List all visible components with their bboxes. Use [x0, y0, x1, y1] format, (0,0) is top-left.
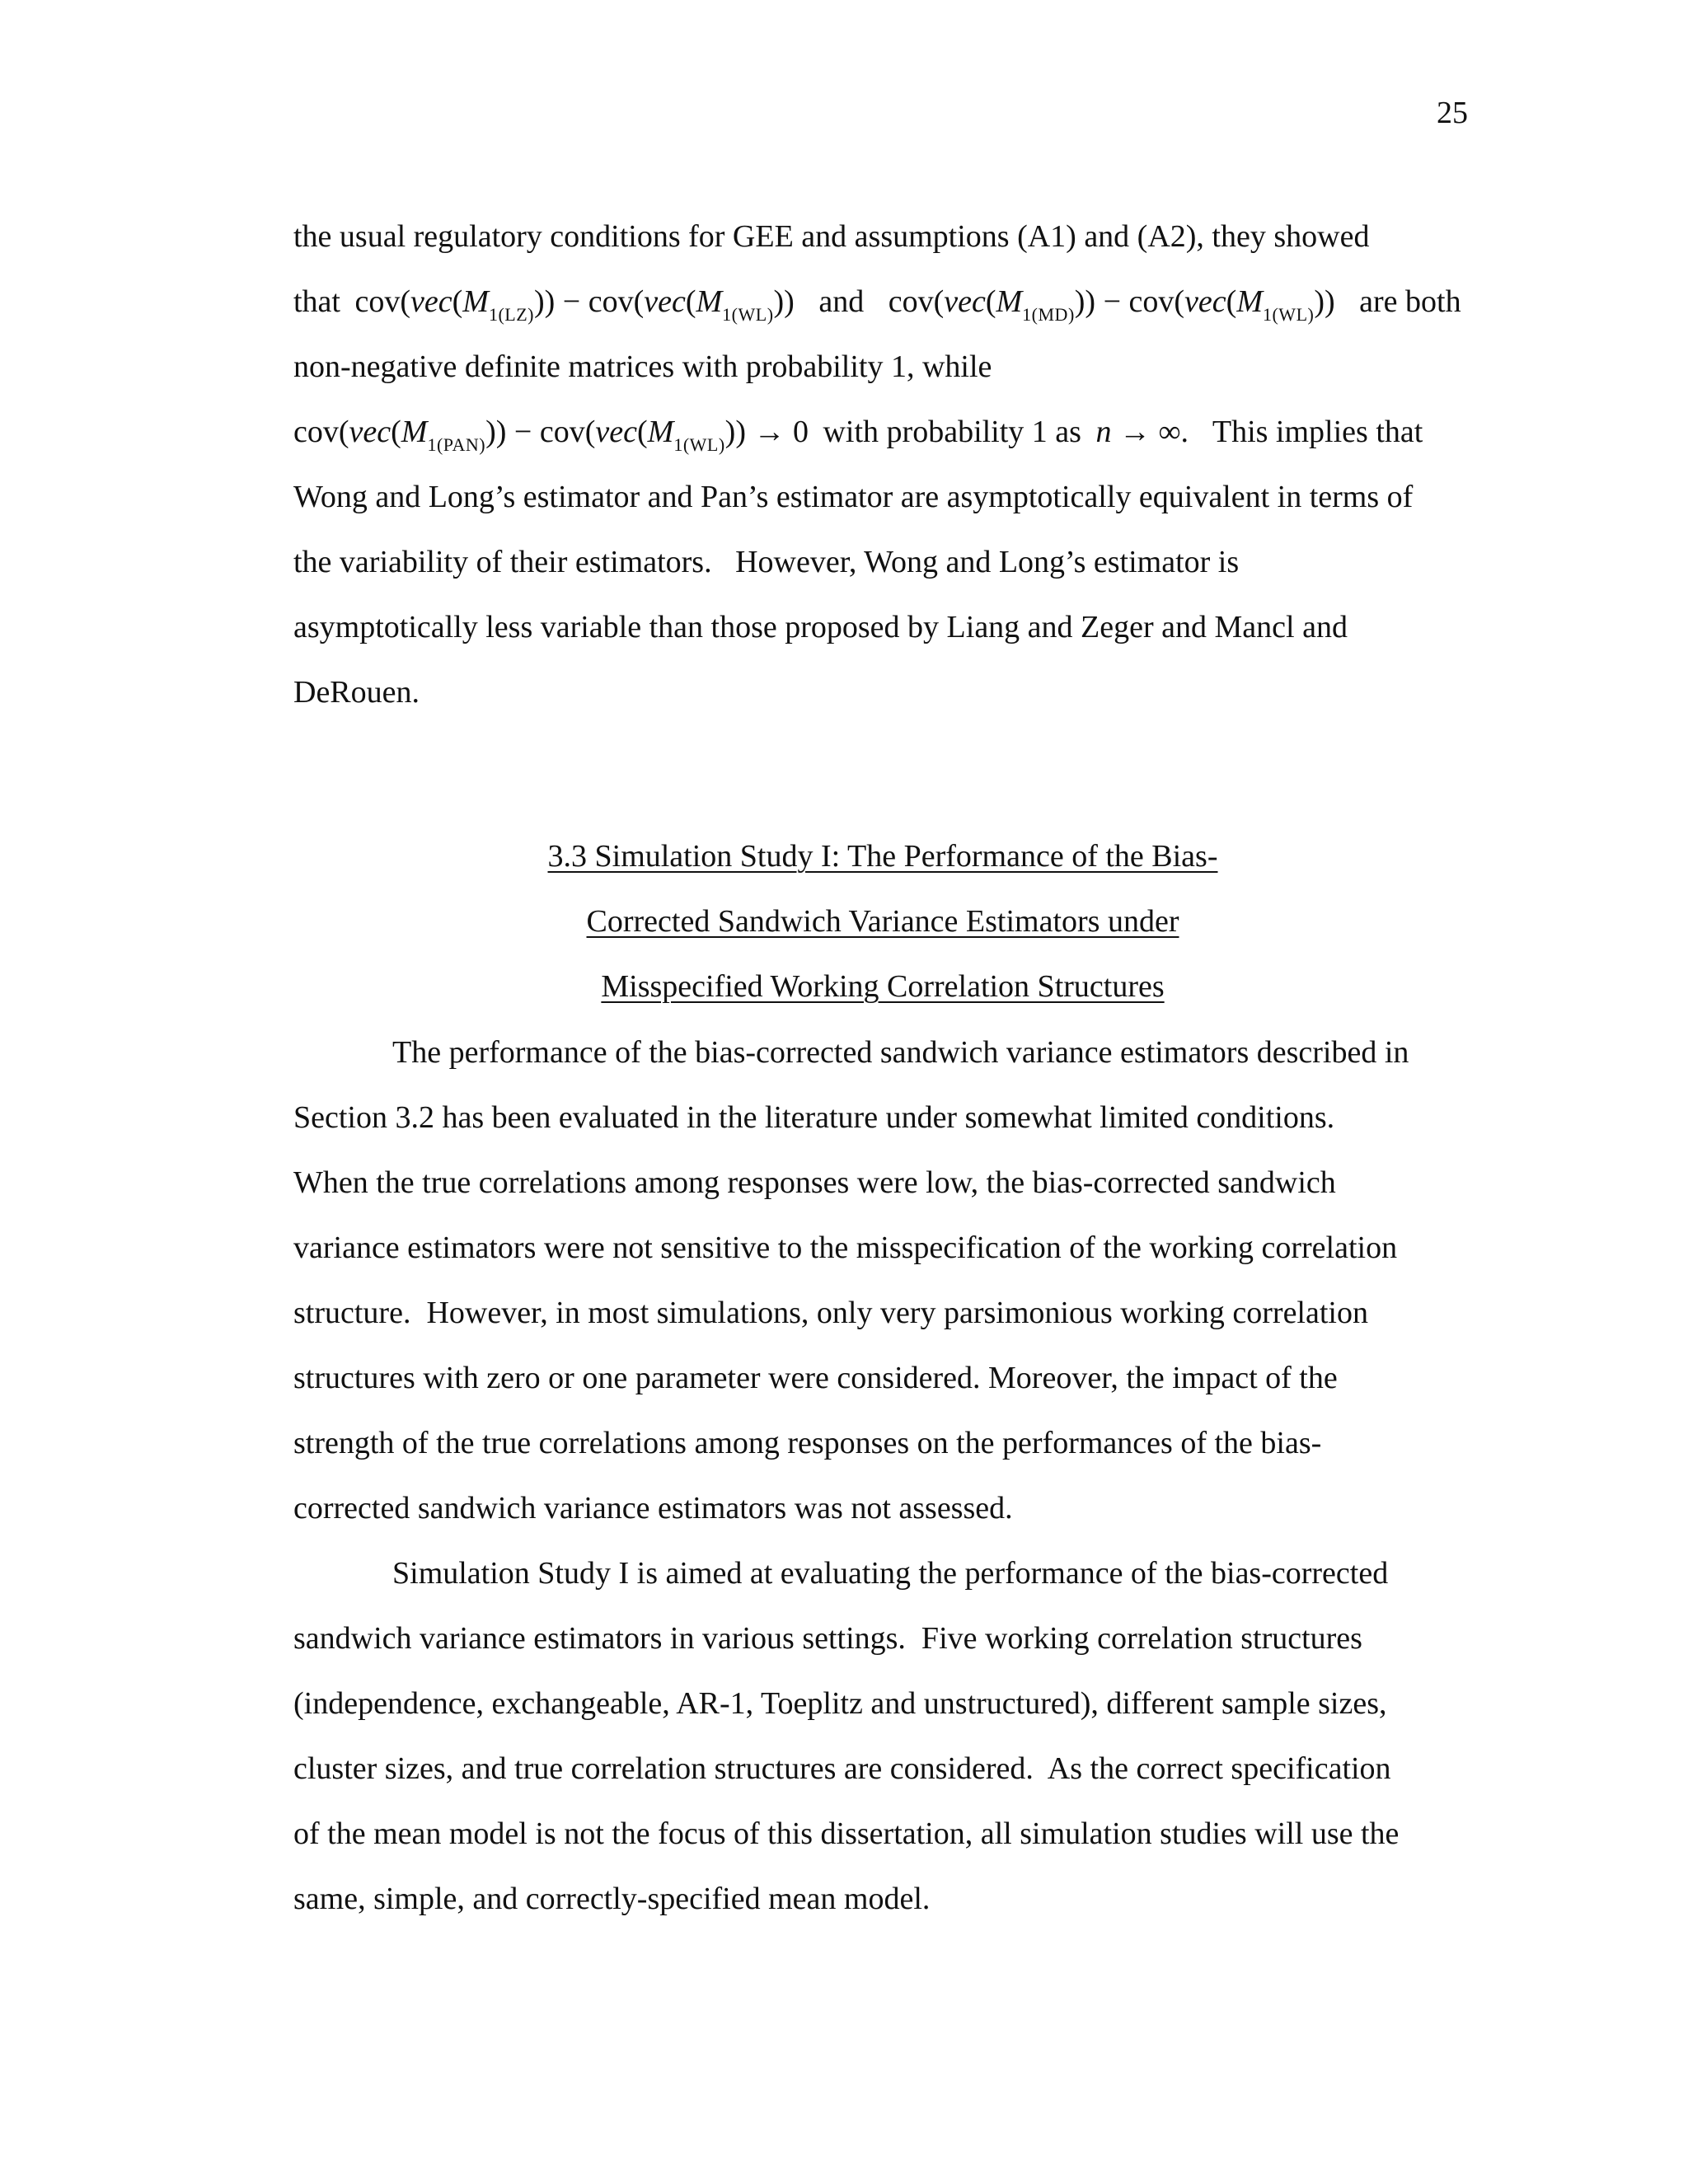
- heading-line: Misspecified Working Correlation Structures: [601, 969, 1165, 1004]
- paragraph-theory-summary: [293, 204, 1472, 725]
- formula-cov-pan-minus-wl: $cov(vec(M_{1(PAN)})) - cov(vec(M_{1(WL)})) \to 0$: [293, 415, 809, 455]
- text-line: the usual regulatory conditions for GEE and assumptions (A1) and (A2), they showed: [293, 219, 1370, 254]
- text-line: cluster sizes, and true correlation structures are considered. As the correct specification: [293, 1751, 1391, 1786]
- text-line: variance estimators were not sensitive to the misspecification of the working correlation: [293, 1230, 1398, 1265]
- text-line: structures with zero or one parameter were considered. Moreover, the impact of the: [293, 1361, 1338, 1395]
- formula-cov-lz-minus-wl: $cov(vec(M_{1(LZ)})) - cov(vec(M_{1(WL)}))$: [354, 284, 795, 325]
- text-line: of the mean model is not the focus of this dissertation, all simulation studies will use the: [293, 1816, 1400, 1851]
- heading-line: 3.3 Simulation Study I: The Performance of the Bias-: [547, 839, 1218, 874]
- text-line: asymptotically less variable than those proposed by Liang and Zeger and Mancl and: [293, 610, 1348, 644]
- text-line: non-negative definite matrices with probability 1, while: [293, 349, 992, 384]
- text-fragment: and: [818, 284, 865, 319]
- page-number: 25: [1437, 96, 1468, 130]
- text-line: The performance of the bias-corrected sandwich variance estimators described in: [392, 1035, 1409, 1070]
- text-fragment: This implies that: [1212, 415, 1423, 449]
- text-line: sandwich variance estimators in various settings. Five working correlation structures: [293, 1621, 1362, 1656]
- text-line: When the true correlations among responses were low, the bias-corrected sandwich: [293, 1165, 1336, 1200]
- text-fragment: are both: [1359, 284, 1461, 319]
- text-line-with-formulas: [293, 400, 1472, 465]
- text-line: Wong and Long’s estimator and Pan’s estimator are asymptotically equivalent in terms of: [293, 480, 1414, 514]
- text-line: corrected sandwich variance estimators was not assessed.: [293, 1491, 1013, 1526]
- text-line: same, simple, and correctly-specified mean model.: [293, 1882, 931, 1916]
- text-fragment: that: [293, 284, 340, 319]
- text-line: Section 3.2 has been evaluated in the literature under somewhat limited conditions.: [293, 1100, 1335, 1135]
- paragraph-literature-review: [293, 1020, 1472, 1932]
- section-heading: [293, 824, 1472, 1019]
- text-fragment: with probability 1 as: [823, 415, 1081, 449]
- text-line: structure. However, in most simulations, only very parsimonious working correlation: [293, 1296, 1368, 1330]
- heading-line: Corrected Sandwich Variance Estimators under: [586, 904, 1179, 939]
- text-line: Simulation Study I is aimed at evaluating the performance of the bias-corrected: [392, 1556, 1389, 1591]
- text-line: strength of the true correlations among responses on the performances of the bias-: [293, 1426, 1322, 1460]
- formula-n-to-infinity: n → ∞.: [1095, 415, 1189, 449]
- formula-cov-md-minus-wl: $cov(vec(M_{1(MD)})) - cov(vec(M_{1(WL)}))$: [888, 284, 1335, 325]
- text-line-with-formulas: [293, 269, 1472, 335]
- text-line: (independence, exchangeable, AR-1, Toeplitz and unstructured), different sample sizes,: [293, 1686, 1387, 1721]
- text-line: DeRouen.: [293, 675, 420, 710]
- text-line: the variability of their estimators. However, Wong and Long’s estimator is: [293, 545, 1240, 579]
